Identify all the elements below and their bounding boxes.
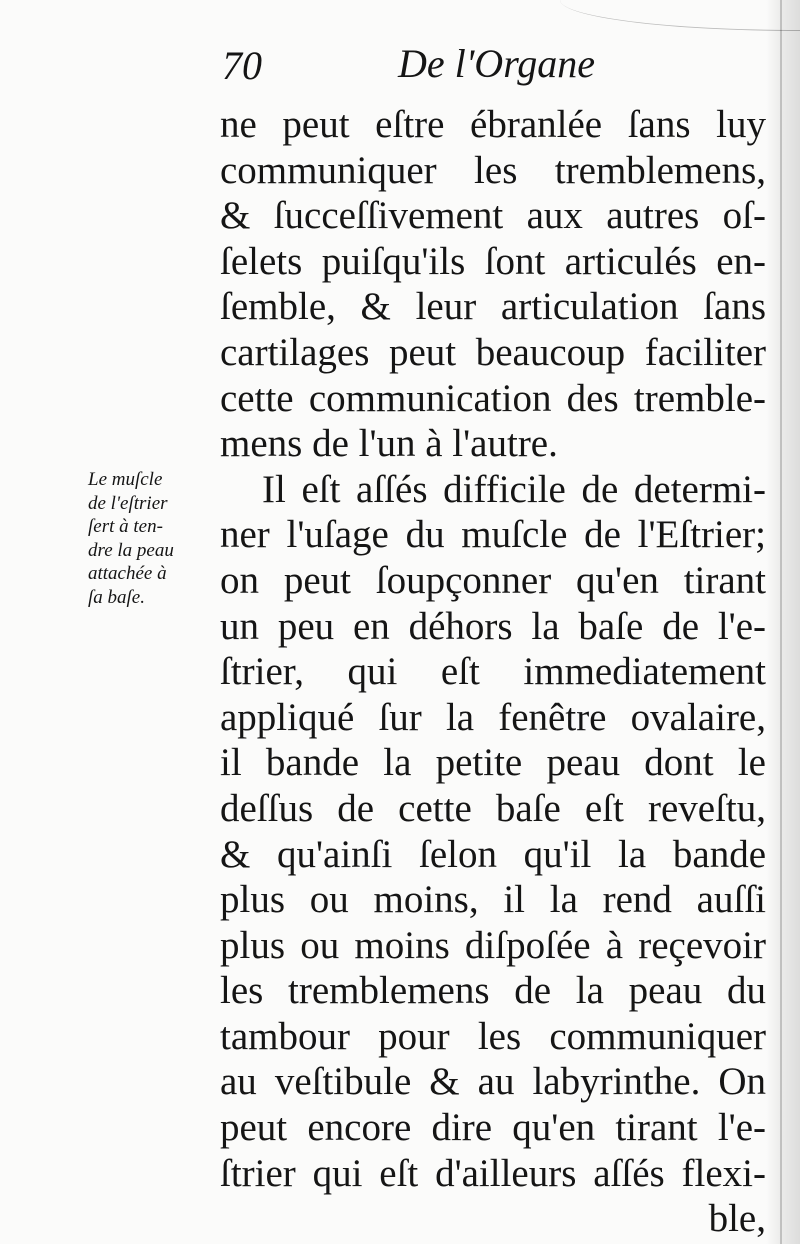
body-text bbox=[220, 102, 766, 1242]
page-number: 70 bbox=[222, 43, 262, 88]
margin-note-line: attachée à bbox=[88, 563, 167, 584]
margin-note-line: de l'eſtrier bbox=[88, 492, 168, 514]
page-fold-line bbox=[780, 0, 782, 1244]
text-line: & qu'ainſi ſelon qu'il la bande bbox=[220, 832, 766, 876]
margin-note-line: ſa baſe. bbox=[88, 586, 145, 608]
text-line: ſtrier qui eſt d'ailleurs aſſés flexi- bbox=[220, 1151, 766, 1195]
text-line: il bande la petite peau dont le bbox=[220, 741, 766, 785]
margin-note-line: dre la peau bbox=[88, 539, 174, 561]
text-line: cette communication des tremble- bbox=[220, 376, 766, 420]
text-line: ſemble, & leur articulation ſans bbox=[220, 285, 766, 329]
text-line: au veſtibule & au labyrinthe. On bbox=[220, 1060, 766, 1104]
margin-note bbox=[88, 468, 218, 609]
text-line: on peut ſoupçonner qu'en tirant bbox=[220, 558, 766, 602]
text-line: deſſus de cette baſe eſt reveſtu, bbox=[220, 786, 766, 830]
running-head-title: De l'Organe bbox=[398, 41, 596, 86]
text-line: ner l'uſage du muſcle de l'Eſtrier; bbox=[220, 513, 766, 557]
text-line: cartilages peut beaucoup faciliter bbox=[220, 330, 766, 374]
text-line: appliqué ſur la fenêtre ovalaire, bbox=[220, 695, 766, 739]
paragraph-start-line: Il eſt aſſés difficile de determi- bbox=[262, 467, 766, 511]
page-corner-curve bbox=[560, 0, 800, 31]
text-line: ne peut eſtre ébranlée ſans luy bbox=[220, 103, 766, 146]
text-line: ſtrier, qui eſt immediatement bbox=[220, 650, 766, 694]
text-line: communiquer les tremblemens, bbox=[220, 148, 766, 192]
text-line: tambour pour les communiquer bbox=[220, 1014, 766, 1058]
text-line: plus ou moins diſpoſée à reçevoir bbox=[220, 923, 766, 967]
text-line: plus ou moins, il la rend auſſi bbox=[220, 878, 766, 922]
margin-note-line: ſert à ten- bbox=[88, 516, 163, 537]
text-line: ſelets puiſqu'ils ſont articulés en- bbox=[220, 239, 766, 283]
margin-note-line: Le muſcle bbox=[88, 469, 163, 490]
text-line: peut encore dire qu'en tirant l'e- bbox=[220, 1106, 766, 1150]
text-line: & ſucceſſivement aux autres oſ- bbox=[220, 194, 766, 238]
text-line: mens de l'un à l'autre. bbox=[220, 422, 558, 466]
text-line: les tremblemens de la peau du bbox=[220, 969, 766, 1013]
text-line: un peu en déhors la baſe de l'e- bbox=[220, 604, 766, 648]
page-gutter-shadow bbox=[766, 0, 800, 1244]
running-head bbox=[222, 40, 762, 100]
catchword-line: ble, bbox=[708, 1197, 766, 1241]
